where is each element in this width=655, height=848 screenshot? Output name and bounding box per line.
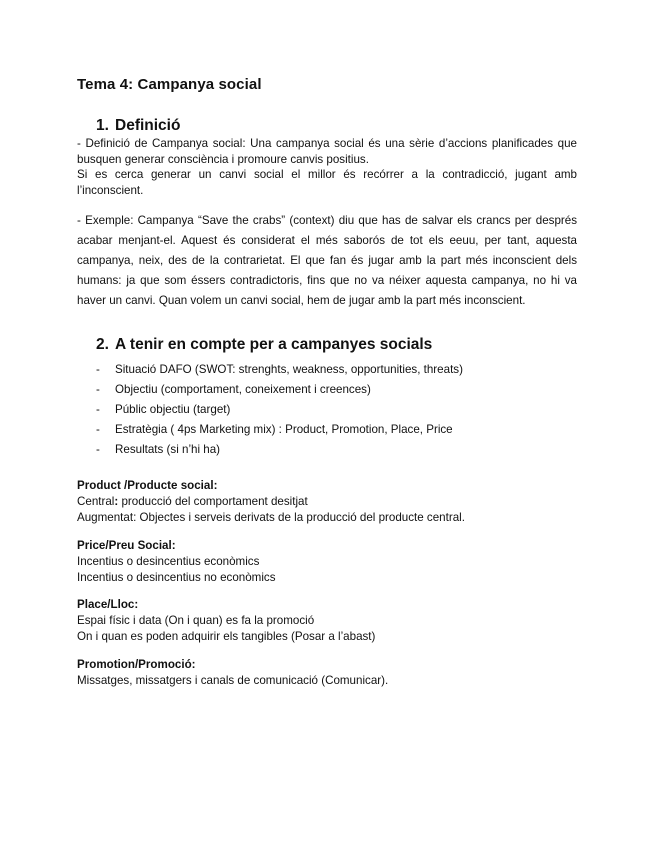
price-line: Incentius o desincentius econòmics bbox=[77, 555, 260, 568]
list-item bbox=[96, 420, 463, 440]
place-section bbox=[77, 597, 375, 645]
list-item-text: Objectiu (comportament, coneixement i creences) bbox=[115, 383, 371, 396]
price-line: Incentius o desincentius no econòmics bbox=[77, 571, 276, 584]
section-1-number: 1. bbox=[96, 117, 109, 134]
promotion-line: Missatges, missatgers i canals de comunicació (Comunicar). bbox=[77, 674, 389, 687]
product-section bbox=[77, 478, 465, 526]
list-dash: - bbox=[96, 383, 100, 396]
section-2-title: A tenir en compte per a campanyes socials bbox=[115, 336, 433, 353]
section-1-heading bbox=[96, 117, 180, 135]
promotion-heading: Promotion/Promoció: bbox=[77, 658, 196, 671]
list-dash: - bbox=[96, 363, 100, 376]
price-heading: Price/Preu Social: bbox=[77, 539, 176, 552]
list-item bbox=[96, 440, 463, 460]
section-1-title: Definició bbox=[115, 117, 181, 134]
product-central-text: producció del comportament desitjat bbox=[118, 495, 308, 508]
example-block bbox=[77, 211, 577, 311]
list-item bbox=[96, 380, 463, 400]
product-central-label: Central bbox=[77, 495, 115, 508]
list-item-text: Resultats (si n’hi ha) bbox=[115, 443, 221, 456]
place-heading: Place/Lloc: bbox=[77, 598, 139, 611]
place-line: Espai físic i data (On i quan) es fa la promoció bbox=[77, 614, 315, 627]
section-2-number: 2. bbox=[96, 336, 109, 353]
list-item bbox=[96, 360, 463, 380]
section-2-heading bbox=[96, 336, 432, 354]
list-dash: - bbox=[96, 443, 100, 456]
place-line: On i quan es poden adquirir els tangibles (Posar a l’abast) bbox=[77, 630, 376, 643]
price-section bbox=[77, 538, 276, 586]
list-dash: - bbox=[96, 423, 100, 436]
product-augmented-line: Augmentat: Objectes i serveis derivats de la producció del producte central. bbox=[77, 511, 465, 524]
list-item-text: Públic objectiu (target) bbox=[115, 403, 231, 416]
example-paragraph: - Exemple: Campanya “Save the crabs” (context) diu que has de salvar els crancs per després acabar menjant-el. Aquest és considerat el més saborós de tot els eeuu, per tant, aquesta campanya, neix, des de la contrarietat. El que fan és jugar amb la part més inconscient dels humans: ja que som éssers contradictoris, fins que no va néixer aquesta campanya, no hi va haver un canvi. Quan volem un canvi social, hem de jugar amb la part més inconscient. bbox=[77, 214, 577, 307]
product-central-line bbox=[77, 494, 465, 510]
social-change-paragraph: Si es cerca generar un canvi social el millor és recórrer a la contradicció, jugant amb l’inconscient. bbox=[77, 168, 577, 197]
list-item bbox=[96, 400, 463, 420]
product-heading: Product /Producte social: bbox=[77, 479, 218, 492]
definition-block bbox=[77, 136, 577, 198]
list-item-text: Situació DAFO (SWOT: strenghts, weakness, opportunities, threats) bbox=[115, 363, 463, 376]
product-central-colon: : bbox=[114, 495, 119, 508]
definition-paragraph: - Definició de Campanya social: Una campanya social és una sèrie d’accions planificades que busquen generar consciència i promoure canvis positius. bbox=[77, 137, 577, 166]
list-dash: - bbox=[96, 403, 100, 416]
list-item-text: Estratègia ( 4ps Marketing mix) : Product, Promotion, Place, Price bbox=[115, 423, 453, 436]
page-title: Tema 4: Campanya social bbox=[77, 76, 262, 93]
promotion-section bbox=[77, 657, 388, 689]
considerations-list bbox=[96, 360, 463, 460]
